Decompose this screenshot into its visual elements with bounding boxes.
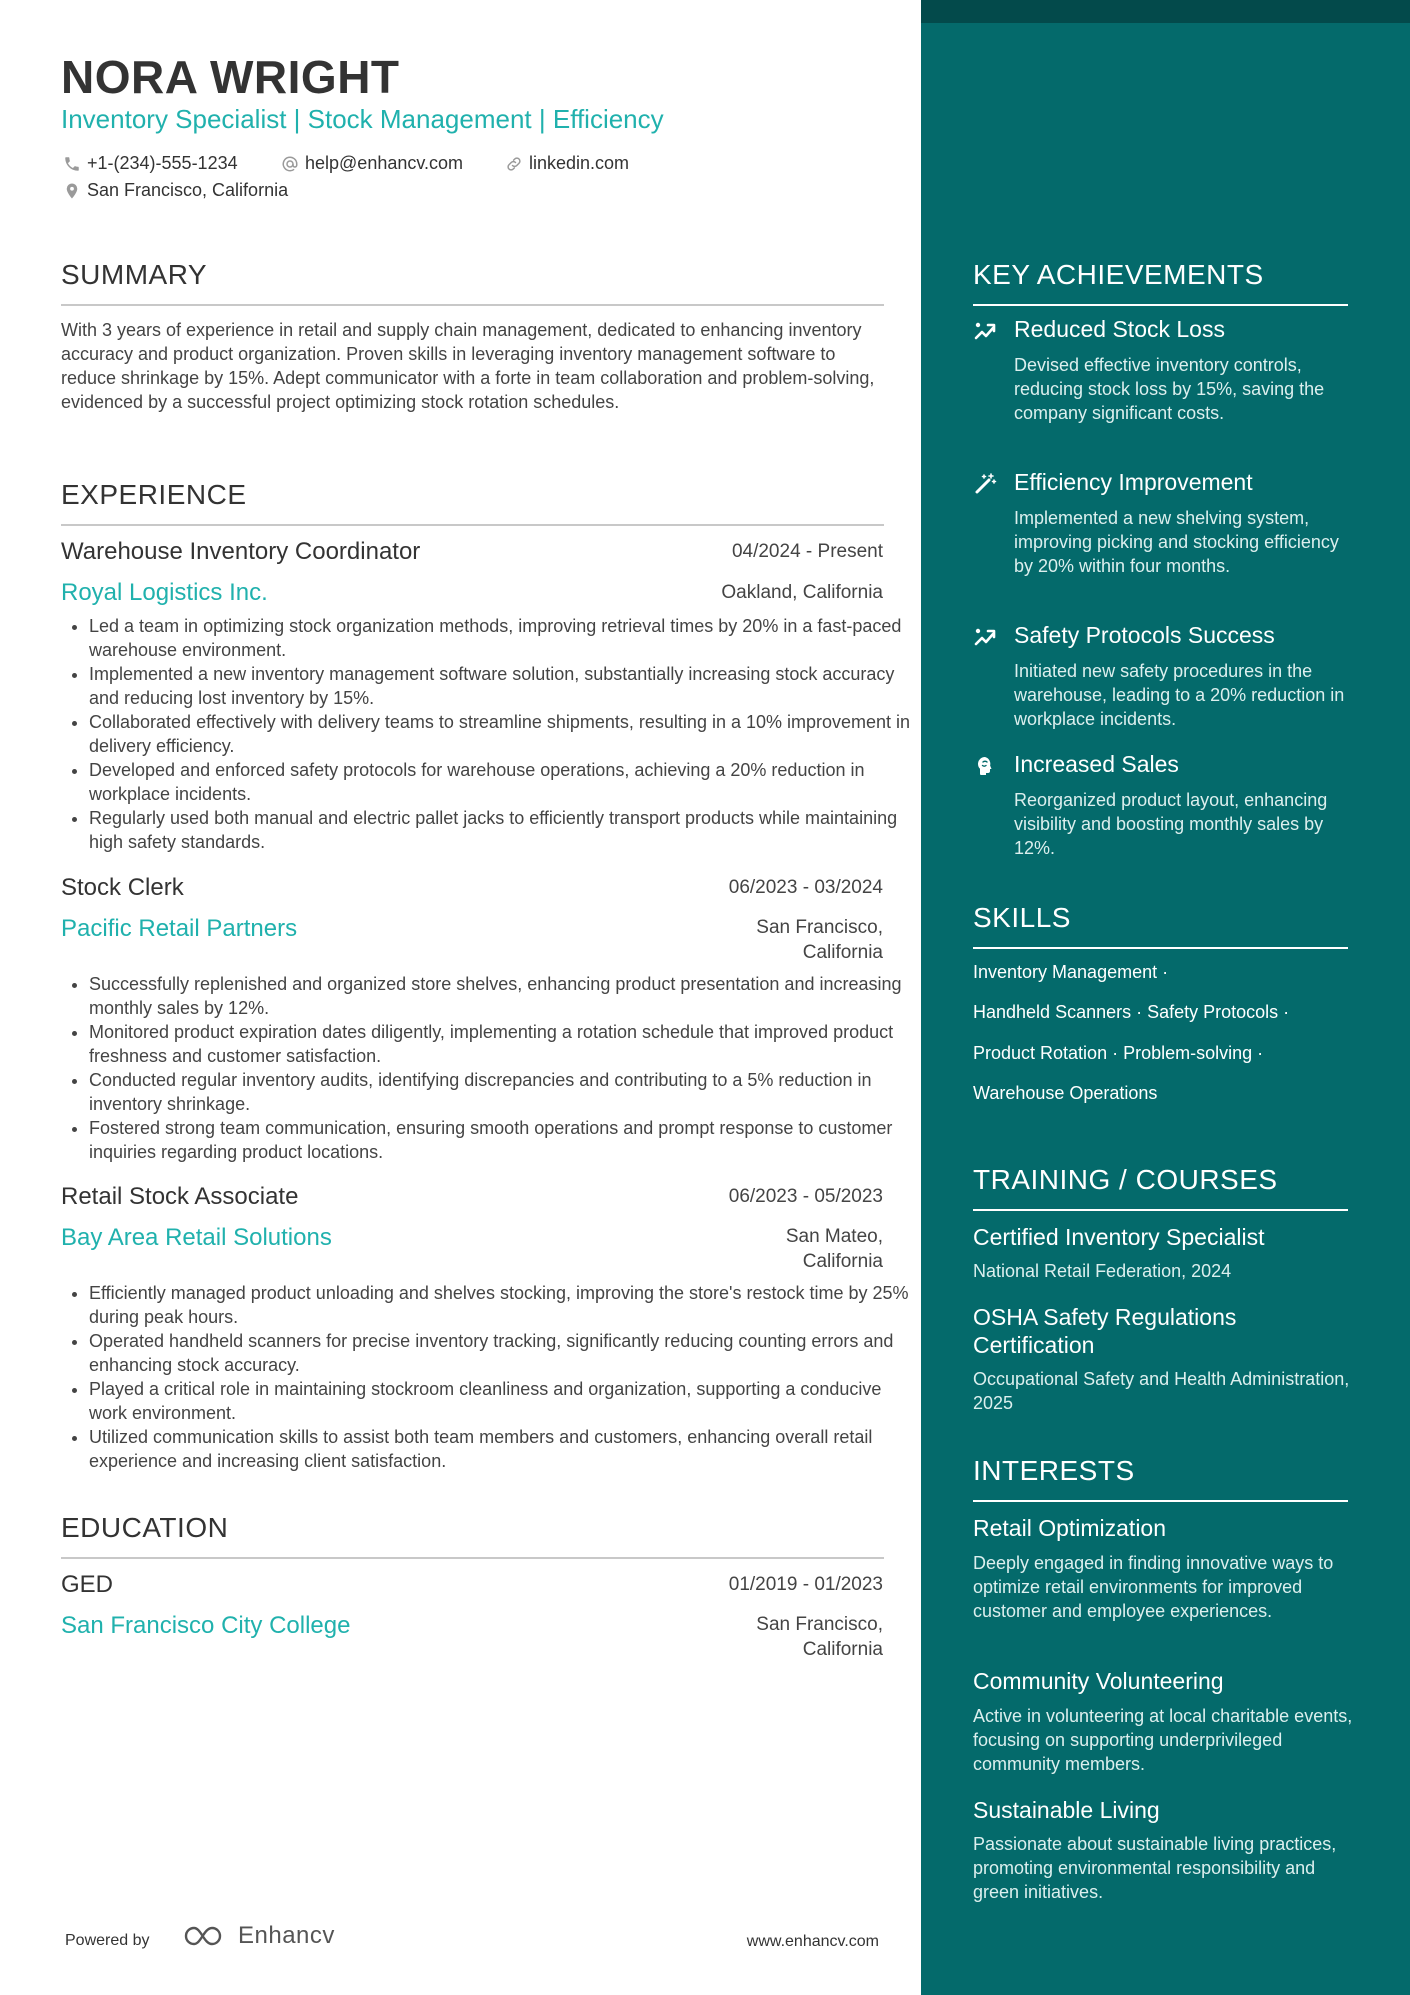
job-company: Bay Area Retail Solutions	[61, 1224, 332, 1251]
achievement-desc: Reorganized product layout, enhancing visibility and boosting monthly sales by 12%.	[1014, 790, 1328, 858]
job-location	[756, 915, 883, 965]
job-bullet: • Fostered strong team communication, ensuring smooth operations and prompt response to customer inquiries regarding product locations.	[89, 1116, 912, 1164]
achievement-desc: Implemented a new shelving system, improving picking and stocking efficiency by 20% within four months.	[1014, 508, 1339, 576]
job-location-line: California	[802, 1251, 883, 1272]
interest-title: Community Volunteering	[973, 1668, 1224, 1694]
achievement-title: Efficiency Improvement	[1014, 469, 1253, 495]
job-dates: 04/2024 - Present	[731, 541, 883, 562]
achievements-divider	[973, 304, 1348, 306]
summary-divider	[61, 304, 884, 306]
achievement-title: Increased Sales	[1014, 751, 1179, 777]
job-location-line: Oakland, California	[721, 582, 883, 603]
job-company: Pacific Retail Partners	[61, 915, 298, 942]
job-bullet: • Implemented a new inventory management software solution, substantially increasing stock accuracy and reducing lost inventory by 15%.	[89, 662, 912, 710]
job-company: Royal Logistics Inc.	[61, 579, 268, 606]
interest-title: Retail Optimization	[973, 1515, 1167, 1541]
job-bullet: • Collaborated effectively with delivery teams to streamline shipments, resulting in a 10% improvement in delivery efficiency.	[89, 710, 912, 758]
education-location-line: California	[802, 1639, 883, 1660]
training-title: Certified Inventory Specialist	[973, 1224, 1265, 1250]
chart-arrow-icon	[973, 319, 997, 343]
experience-divider	[61, 524, 884, 526]
sidebar	[921, 0, 1410, 1995]
skill-line: Product Rotation · Problem-solving ·	[973, 1043, 1264, 1063]
contact-linkedin[interactable]	[505, 153, 629, 174]
job-bullet: • Monitored product expiration dates diligently, implementing a rotation schedule that improved product freshness and customer satisfaction.	[89, 1020, 912, 1068]
job-bullet: • Conducted regular inventory audits, identifying discrepancies and contributing to a 5% reduction in inventory shrinkage.	[89, 1068, 912, 1116]
education-location-line: San Francisco,	[756, 1614, 883, 1635]
job-bullet: • Led a team in optimizing stock organization methods, improving retrieval times by 20% in a fast-paced warehouse environment.	[89, 614, 912, 662]
summary-text: With 3 years of experience in retail and supply chain management, dedicated to enhancing inventory accuracy and product organization. Proven skills in leveraging inventory management software to reduce shrinkage by 15%. Adept communicator with a forte in team collaboration and problem-solving, evidenced by a successful project optimizing stock rotation schedules.	[61, 320, 875, 412]
job-location-line: California	[802, 942, 883, 963]
skills-heading: SKILLS	[973, 902, 1071, 933]
interest-desc: Deeply engaged in finding innovative ways to optimize retail environments for improved customer and employee experiences.	[973, 1553, 1334, 1621]
enhancv-logo-text: Enhancv	[238, 1922, 335, 1949]
job-location	[721, 580, 883, 605]
interests-divider	[973, 1500, 1348, 1502]
job-title: Warehouse Inventory Coordinator	[61, 538, 421, 565]
interests-heading: INTERESTS	[973, 1455, 1135, 1486]
training-title: OSHA Safety Regulations Certification	[973, 1304, 1237, 1358]
education-heading: EDUCATION	[61, 1512, 229, 1543]
job-bullet: • Successfully replenished and organized store shelves, enhancing product presentation and increasing monthly sales by 12%.	[89, 972, 912, 1020]
magic-wand-icon	[973, 472, 997, 496]
job-bullet: • Regularly used both manual and electric pallet jacks to efficiently transport products while maintaining high safety standards.	[89, 806, 912, 854]
job-title: Stock Clerk	[61, 874, 184, 901]
contact-location	[63, 180, 288, 201]
footer-url[interactable]: www.enhancv.com	[746, 1933, 879, 1950]
job-bullets	[61, 614, 912, 854]
enhancv-logo[interactable]	[182, 1922, 335, 1950]
interest-title: Sustainable Living	[973, 1797, 1160, 1823]
brain-icon	[973, 754, 997, 778]
job-bullet: • Developed and enforced safety protocols for warehouse operations, achieving a 20% reduction in workplace incidents.	[89, 758, 912, 806]
skill-line: Handheld Scanners · Safety Protocols ·	[973, 1002, 1290, 1022]
at-icon	[281, 155, 299, 173]
education-dates: 01/2019 - 01/2023	[728, 1574, 883, 1595]
education-school: San Francisco City College	[61, 1612, 351, 1639]
phone-icon	[63, 155, 81, 173]
linkedin-text: linkedin.com	[529, 153, 630, 173]
skill-line: Inventory Management ·	[973, 962, 1169, 982]
job-bullet: • Played a critical role in maintaining stockroom cleanliness and organization, supporting a conducive work environment.	[89, 1377, 912, 1425]
candidate-tagline: Inventory Specialist | Stock Management | Efficiency	[61, 104, 664, 134]
chart-arrow-icon	[973, 625, 997, 649]
footer-powered-by: Powered by	[65, 1932, 150, 1949]
education-divider	[61, 1557, 884, 1559]
job-dates: 06/2023 - 05/2023	[728, 1186, 883, 1207]
training-divider	[973, 1209, 1348, 1211]
job-bullets	[61, 972, 912, 1164]
job-bullet: • Operated handheld scanners for precise inventory tracking, significantly reducing counting errors and enhancing stock accuracy.	[89, 1329, 912, 1377]
location-text: San Francisco, California	[87, 180, 289, 200]
skill-line: Warehouse Operations	[973, 1083, 1158, 1103]
job-bullets	[61, 1281, 912, 1473]
job-location-line: San Mateo,	[785, 1226, 883, 1247]
achievement-desc: Initiated new safety procedures in the warehouse, leading to a 20% reduction in workplace incidents.	[1014, 661, 1345, 729]
achievement-title: Safety Protocols Success	[1014, 622, 1275, 648]
email-text: help@enhancv.com	[305, 153, 464, 173]
contact-phone[interactable]	[63, 153, 238, 174]
job-bullet: • Utilized communication skills to assist both team members and customers, enhancing overall retail experience and increasing client satisfaction.	[89, 1425, 912, 1473]
interest-desc: Passionate about sustainable living practices, promoting environmental responsibility and green initiatives.	[973, 1834, 1337, 1902]
job-location	[786, 1224, 883, 1274]
job-bullet: • Efficiently managed product unloading and shelves stocking, improving the store's restock time by 25% during peak hours.	[89, 1281, 912, 1329]
interest-desc: Active in volunteering at local charitable events, focusing on supporting underprivileged community members.	[973, 1706, 1353, 1774]
job-dates: 06/2023 - 03/2024	[728, 877, 883, 898]
sidebar-top-band	[921, 0, 1410, 23]
education-location	[756, 1612, 883, 1662]
link-icon	[505, 155, 523, 173]
enhancv-logo-icon	[182, 1923, 230, 1949]
phone-text: +1-(234)-555-1234	[87, 153, 238, 173]
achievement-desc: Devised effective inventory controls, reducing stock loss by 15%, saving the company significant costs.	[1014, 355, 1325, 423]
skills-divider	[973, 947, 1348, 949]
training-desc: National Retail Federation, 2024	[973, 1261, 1232, 1281]
education-degree: GED	[61, 1571, 114, 1598]
summary-heading: SUMMARY	[61, 259, 208, 290]
experience-heading: EXPERIENCE	[61, 479, 247, 510]
job-title: Retail Stock Associate	[61, 1183, 299, 1210]
achievements-heading: KEY ACHIEVEMENTS	[973, 259, 1264, 290]
job-location-line: San Francisco,	[756, 917, 883, 938]
candidate-name: NORA WRIGHT	[61, 51, 400, 103]
contact-email[interactable]	[281, 153, 463, 174]
training-heading: TRAINING / COURSES	[973, 1164, 1278, 1195]
training-desc: Occupational Safety and Health Administration, 2025	[973, 1369, 1350, 1413]
achievement-title: Reduced Stock Loss	[1014, 316, 1225, 342]
location-pin-icon	[63, 182, 81, 200]
